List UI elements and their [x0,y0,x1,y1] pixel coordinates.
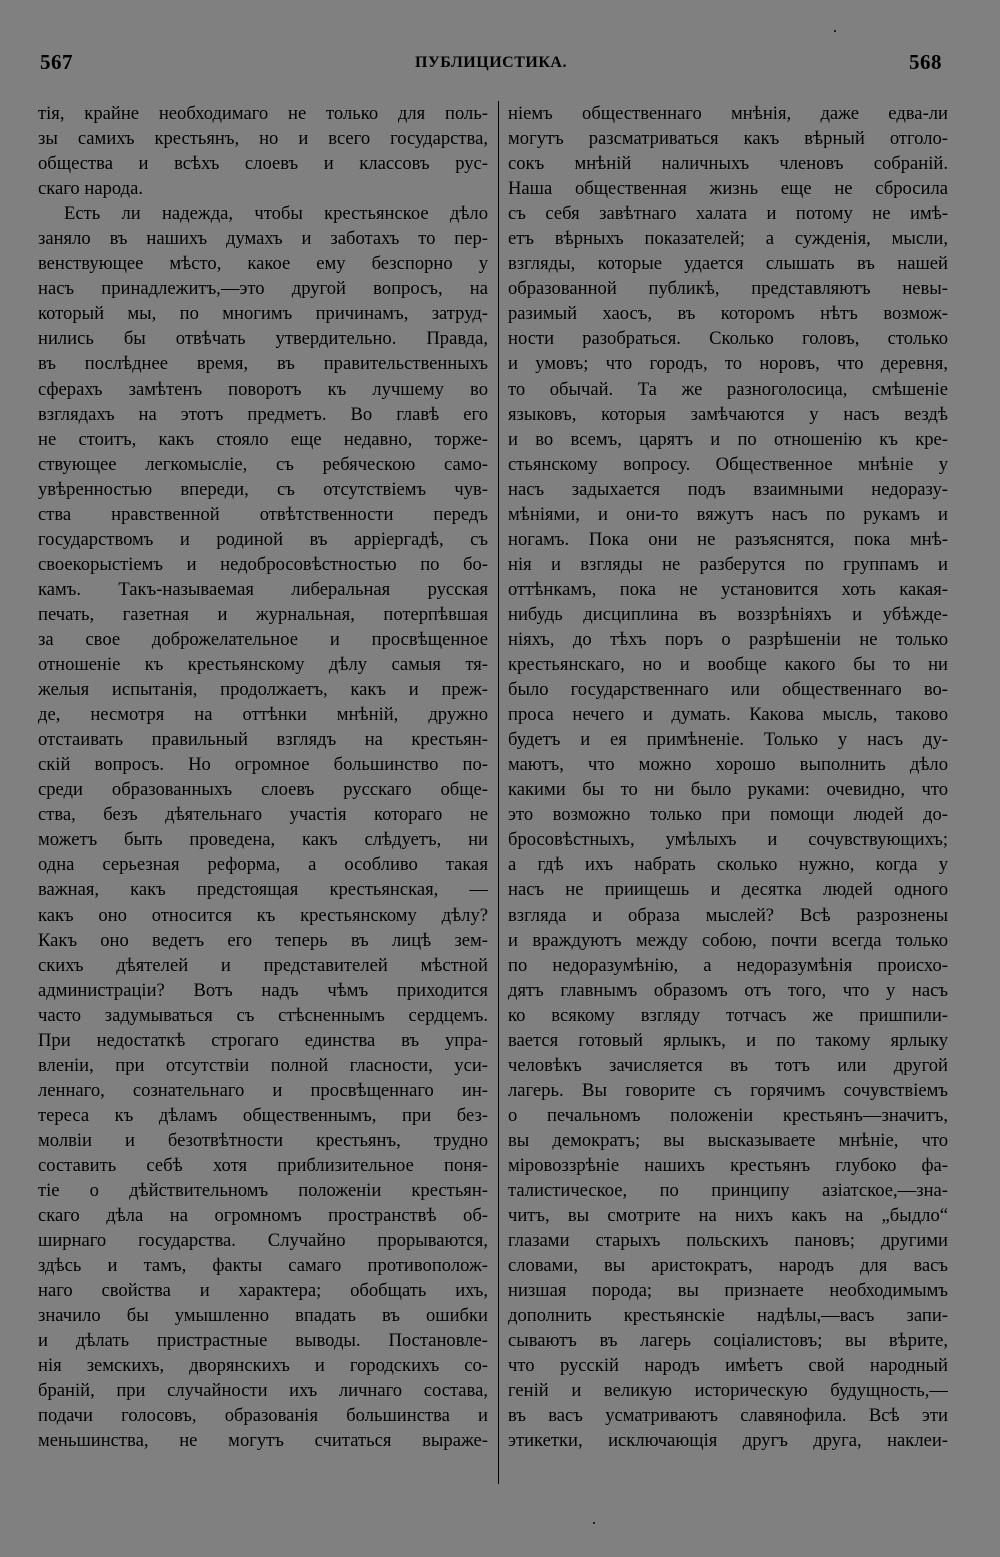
right-column-text-line: взгляда и образа мыслей? Всѣ разрознены [508,904,948,926]
left-column-text-line: нились бы отвѣчать утвердительно. Правда, [38,328,488,350]
left-column-text-line: здѣсь и тамъ, факты самаго противополож- [38,1255,488,1277]
left-column-text-line: насъ принадлежитъ,—это другой вопросъ, на [38,278,488,300]
right-column-text-line: съ себя завѣтнаго халата и потому не имѣ- [508,203,948,225]
left-text-column [38,101,488,1454]
left-column-text-line: зы самихъ крестьянъ, но и всего государства, [38,128,488,150]
left-column-text-line: тереса къ дѣламъ общественнымъ, при без- [38,1104,488,1126]
left-column-text-line: значило бы умышленно впадать въ ошибки [38,1305,488,1327]
left-column-text-line: заняло въ нашихъ думахъ и заботахъ то пер- [38,228,488,250]
left-column-text-line: венствующее мѣсто, какое ему безспорно у [38,253,488,275]
right-column-text-line: будетъ и ея примѣненіе. Только у насъ ду- [508,729,948,751]
left-column-text-line: какъ оно относится къ крестьянскому дѣлу? [38,904,488,926]
right-column-text-line: ности разобраться. Сколько головъ, столько [508,328,948,350]
right-column-text-line: то обычай. Та же разноголосица, смѣшеніе [508,378,948,400]
left-column-text-line: тія, крайне необходимаго не только для поль- [38,103,488,124]
right-column-text-line: и враждуютъ между собою, почти всегда только [508,929,948,951]
right-column-text-line: стьянскому вопросу. Общественное мнѣніе у [508,453,948,475]
right-column-text-line: дятъ главнымъ образомъ отъ того, что у насъ [508,979,948,1001]
left-column-text-line: и дѣлать пристрастные выводы. Постановле- [38,1330,488,1352]
left-column-text-line: своекорыстіемъ и недобросовѣстностью по бо- [38,553,488,575]
page-number-right: 568 [909,50,942,74]
page-header [40,50,942,84]
column-divider [498,101,499,1484]
left-column-text-line: ствующее легкомысліе, съ ребяческою само- [38,453,488,475]
right-column-text-line: взгляды, которые удается слышать въ нашей [508,253,948,275]
running-title: ПУБЛИЦИСТИКА. [415,54,567,71]
right-column-text-line: низшая порода; вы признаете необходимымъ [508,1280,948,1302]
right-column-text-line: въ васъ усматриваютъ славянофила. Всѣ эти [508,1405,948,1427]
right-column-text-line: вы демократъ; вы высказываете мнѣніе, что [508,1129,948,1151]
left-column-text-line: сферахъ замѣтенъ поворотъ къ лучшему во [38,378,488,400]
left-column-text-line: де, несмотря на оттѣнки мнѣній, дружно [38,704,488,726]
right-column-text-line: разимый хаосъ, въ которомъ нѣтъ возмож- [508,303,948,325]
right-column-text-line: крестьянскаго, но и вообще какого бы то ни [508,654,948,676]
right-column-text-line: образованной публикѣ, представляютъ невы- [508,278,948,300]
left-column-text-line: ширнаго государства. Случайно прорываются, [38,1230,488,1252]
left-column-text-line: Есть ли надежда, чтобы крестьянское дѣло [64,203,488,225]
left-column-text-line: скаго народа. [38,178,143,200]
left-column-text-line: ства, безъ дѣятельнаго участія котораго не [38,804,488,826]
left-column-text-line: наго свойства и характера; обобщать ихъ, [38,1280,488,1302]
right-column-text-line: это возможно только при помощи людей до- [508,804,948,826]
right-column-text-line: сокъ мнѣній наличныхъ членовъ собраній. [508,153,948,175]
left-column-text-line: одна серьезная реформа, а особливо такая [38,854,488,876]
right-column-text-line: Наша общественная жизнь еще не сбросила [508,178,948,200]
page-number-left: 567 [40,50,73,74]
left-column-text-line: ства нравственной отвѣтственности передъ [38,503,488,525]
right-column-text-line: проса нечего и думать. Какова мысль, таково [508,704,948,726]
left-column-text-line: желыя испытанія, продолжаетъ, какъ и преж- [38,679,488,701]
left-column-text-line: нія земскихъ, дворянскихъ и городскихъ со- [38,1355,488,1377]
right-column-text-line: ніемъ общественнаго мнѣнія, даже едва-ли [508,103,948,124]
print-speck [593,1522,595,1524]
right-column-text-line: человѣкъ зачисляется въ тотъ или другой [508,1054,948,1076]
right-column-text-line: языковъ, которыя замѣчаются у насъ вездѣ [508,403,948,425]
right-column-text-line: ногамъ. Пока они не разъяснятся, пока мнѣ- [508,528,948,550]
right-column-text-line: ніяхъ, до тѣхъ поръ о разрѣшеніи не только [508,628,948,650]
left-column-text-line: скихъ дѣятелей и представителей мѣстной [38,954,488,976]
left-column-text-line: леннаго, сознательнаго и просвѣщеннаго ин- [38,1079,488,1101]
left-column-text-line: браній, при случайности ихъ личнаго состава, [38,1380,488,1402]
left-column-text-line: печать, газетная и журнальная, потерпѣвшая [38,603,488,625]
right-column-text-line: нибудь дисциплина въ воззрѣніяхъ и убѣжде- [508,603,948,625]
right-column-text-line: геній и великую историческую будущность,— [508,1380,948,1402]
left-column-text-line: отношеніе къ крестьянскому дѣлу самыя тя- [38,654,488,676]
right-column-text-line: а гдѣ ихъ набрать сколько нужно, когда у [508,854,948,876]
left-column-text-line: отстаивать правильный взглядъ на крестьян- [38,729,488,751]
right-column-text-line: глазами старыхъ польскихъ пановъ; другими [508,1230,948,1252]
right-column-text-line: дополнить крестьянскіе надѣлы,—васъ запи- [508,1305,948,1327]
right-column-text-line: маютъ, что можно хорошо выполнить дѣло [508,754,948,776]
right-text-column [508,101,948,1454]
right-column-text-line: этикетки, исключающія другъ друга, наклеи- [508,1430,948,1452]
right-column-text-line: етъ вѣрныхъ показателей; а сужденія, мысли, [508,228,948,250]
left-column-text-line: подачи голосовъ, образованія большинства и [38,1405,488,1427]
right-column-text-line: насъ задыхается подъ взаимными недоразу- [508,478,948,500]
left-column-text-line: молвіи и безотвѣтности крестьянъ, трудно [38,1129,488,1151]
left-column-text-line: не стоитъ, какъ стояло еще недавно, торже- [38,428,488,450]
right-column-text-line: о печальномъ положеніи крестьянъ—значитъ, [508,1104,948,1126]
left-column-text-line: При недостаткѣ строгаго единства въ упра- [38,1029,488,1051]
left-column-text-line: скаго дѣла на огромномъ пространствѣ об- [38,1205,488,1227]
right-column-text-line: нія и взгляды не разберутся по группамъ и [508,553,948,575]
left-column-text-line: тіе о дѣйствительномъ положеніи крестьян- [38,1180,488,1202]
right-column-text-line: міровоззрѣніе нашихъ крестьянъ глубоко фа- [508,1154,948,1176]
left-column-text-line: въ послѣднее время, въ правительственныхъ [38,353,488,375]
right-column-text-line: какими бы то ни было руками: очевидно, что [508,779,948,801]
right-column-text-line: было государственнаго или общественнаго во- [508,679,948,701]
right-column-text-line: бросовѣстныхъ, умѣлыхъ и сочувствующихъ; [508,829,948,851]
print-speck [834,30,836,32]
left-column-text-line: общества и всѣхъ слоевъ и классовъ рус- [38,153,488,175]
right-column-text-line: насъ не приищешь и десятка людей одного [508,879,948,901]
right-column-text-line: и умовъ; что городъ, то норовъ, что деревня, [508,353,948,375]
left-column-text-line: который мы, по многимъ причинамъ, затруд- [38,303,488,325]
right-column-text-line: словами, вы аристократъ, народъ для васъ [508,1255,948,1277]
left-column-text-line: среди образованныхъ слоевъ русскаго обще- [38,779,488,801]
right-column-text-line: читъ, вы смотрите на нихъ какъ на „быдло“ [508,1205,948,1227]
right-column-text-line: ко всякому взгляду тотчасъ же пришпили- [508,1004,948,1026]
left-column-text-line: администраціи? Вотъ надъ чѣмъ приходится [38,979,488,1001]
left-column-text-line: за свое доброжелательное и просвѣщенное [38,628,488,650]
left-column-text-line: камъ. Такъ-называемая либеральная русская [38,578,488,600]
right-column-text-line: вается готовый ярлыкъ, и по такому ярлыку [508,1029,948,1051]
left-column-text-line: меньшинства, не могутъ считаться выраже- [38,1430,488,1452]
right-column-text-line: талистическое, по принципу азіатское,—зна- [508,1180,948,1202]
left-column-text-line: скій вопросъ. Но огромное большинство по- [38,754,488,776]
left-column-text-line: увѣренностью впереди, съ отсутствіемъ чув- [38,478,488,500]
left-column-text-line: взглядахъ на этотъ предметъ. Во главѣ его [38,403,488,425]
left-column-text-line: государствомъ и родиной въ арріергадѣ, съ [38,528,488,550]
right-column-text-line: могутъ разсматриваться какъ вѣрный отголо- [508,128,948,150]
right-column-text-line: мѣніями, и они-то вяжутъ насъ по рукамъ и [508,503,948,525]
right-column-text-line: оттѣнкамъ, пока не установится хоть какая- [508,578,948,600]
left-column-text-line: составить себѣ хотя приблизительное поня- [38,1154,488,1176]
left-column-text-line: важная, какъ предстоящая крестьянская, — [38,879,488,901]
right-column-text-line: лагерь. Вы говорите съ горячимъ сочувствіемъ [508,1079,948,1101]
left-column-text-line: вленіи, при отсутствіи полной гласности, уси- [38,1054,488,1076]
right-column-text-line: что русскій народъ имѣетъ свой народный [508,1355,948,1377]
right-column-text-line: по недоразумѣнію, а недоразумѣнія происхо- [508,954,948,976]
right-column-text-line: и во всемъ, царятъ и по отношенію къ кре- [508,428,948,450]
left-column-text-line: Какъ оно ведетъ его теперь въ лицѣ зем- [38,929,488,951]
left-column-text-line: часто задумываться съ стѣсненнымъ сердцемъ. [38,1004,488,1026]
left-column-text-line: можетъ быть проведена, какъ слѣдуетъ, ни [38,829,488,851]
right-column-text-line: сываютъ въ лагерь соціалистовъ; вы вѣрите, [508,1330,948,1352]
